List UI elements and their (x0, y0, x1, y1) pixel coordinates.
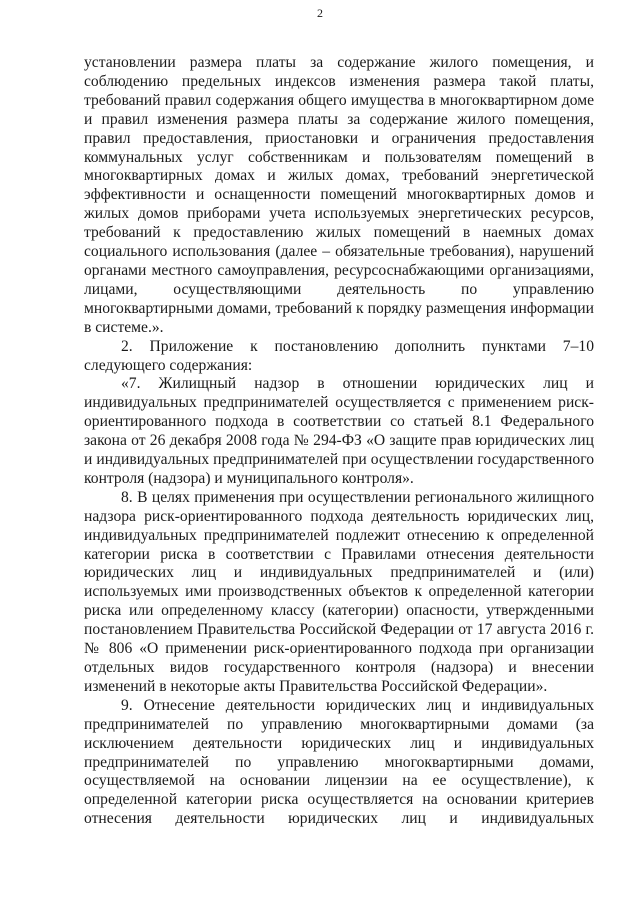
document-body (84, 54, 594, 829)
paragraph-item-8: 8. В целях применения при осуществлении регионального жилищного надзора риск-ориентированного подхода деятельность юридических лиц, индивидуальных предпринимателей подлежит отнесению к определенной категории риска в соответствии с Правилами отнесения деятельности юридических лиц и индивидуальных предпринимателей и (или) используемых ими производственных объектов к определенной категории риска или определенному классу (категории) опасности, утвержденными постановлением Правительства Российской Федерации от 17 августа 2016 г. № 806 «О применении риск-ориентированного подхода при организации отдельных видов государственного контроля (надзора) и внесении изменений в некоторые акты Правительства Российской Федерации». (84, 488, 594, 695)
page-number: 2 (317, 6, 323, 20)
paragraph-item-7: «7. Жилищный надзор в отношении юридических лиц и индивидуальных предпринимателей осуществляется с применением риск-ориентированного подхода в соответствии со статьей 8.1 Федерального закона от 26 декабря 2008 года № 294-ФЗ «О защите прав юридических лиц и индивидуальных предпринимателей при осуществлении государственного контроля (надзора) и муниципального контроля». (84, 375, 594, 487)
paragraph-continuation: установлении размера платы за содержание жилого помещения, и соблюдению предельных индексов изменения размера такой платы, требований правил содержания общего имущества в многоквартирном доме и правил изменения размера платы за содержание жилого помещения, правил предоставления, приостановки и ограничения предоставления коммунальных услуг собственникам и пользователям помещений в многоквартирных домах и жилых домах, требований энергетической эффективности и оснащенности помещений многоквартирных домов и жилых домов приборами учета используемых энергетических ресурсов, требований к предоставлению жилых помещений в наемных домах социального использования (далее – обязательные требования), нарушений органами местного самоуправления, ресурсоснабжающими организациями, лицами, осуществляющими деятельность по управлению многоквартирными домами, требований к порядку размещения информации в системе.». (84, 54, 594, 336)
paragraph-item-2: 2. Приложение к постановлению дополнить пунктами 7–10 следующего содержания: (84, 337, 594, 374)
paragraph-item-9: 9. Отнесение деятельности юридических лиц и индивидуальных предпринимателей по управлению многоквартирными домами (за исключением деятельности юридических лиц и индивидуальных предпринимателей по управлению многоквартирными домами, осуществляемой на основании лицензии на ее осуществление), к определенной категории риска осуществляется на основании критериев отнесения деятельности юридических лиц и индивидуальных (84, 696, 594, 828)
